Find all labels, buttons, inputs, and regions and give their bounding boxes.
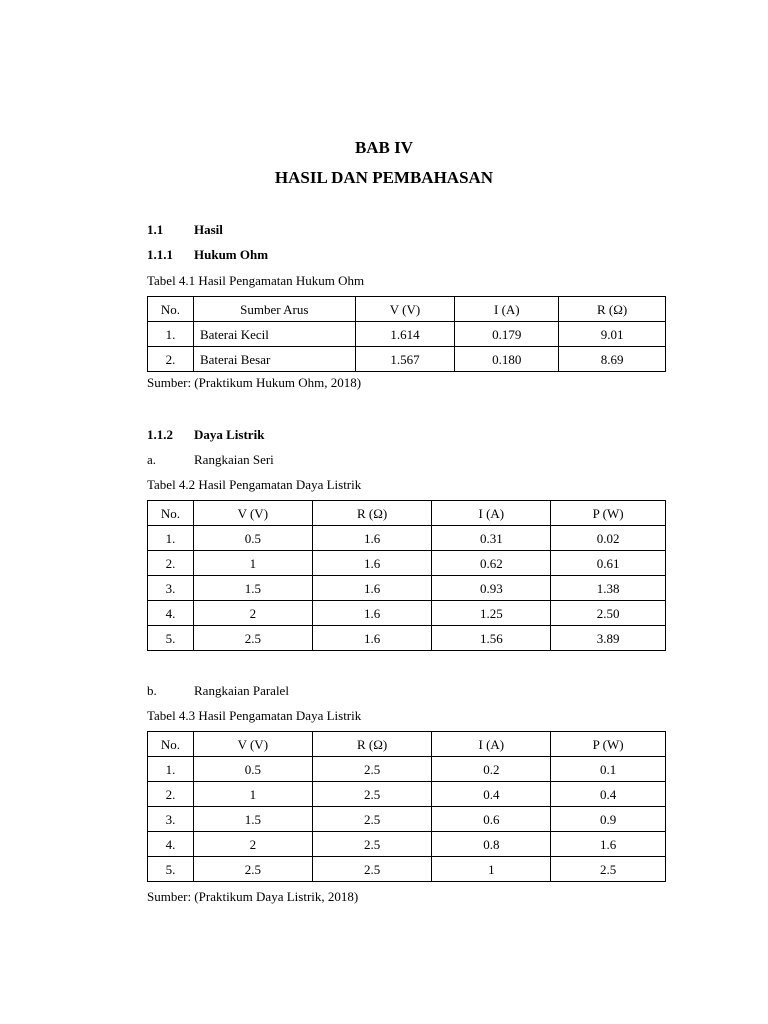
table-cell: 0.8 bbox=[432, 832, 551, 857]
table-cell: 3. bbox=[148, 576, 194, 601]
table-cell: 0.93 bbox=[432, 576, 551, 601]
table-cell: 2.5 bbox=[312, 807, 432, 832]
table-cell: 2 bbox=[193, 601, 312, 626]
table-cell: 1.5 bbox=[193, 576, 312, 601]
subitem-rangkaian-seri bbox=[147, 452, 274, 468]
table-row bbox=[148, 832, 666, 857]
table3-source: Sumber: (Praktikum Daya Listrik, 2018) bbox=[147, 889, 359, 904]
table-cell: 0.5 bbox=[193, 526, 312, 551]
table-daya-seri bbox=[147, 500, 666, 651]
table-cell: 4. bbox=[148, 601, 194, 626]
header-cell: I (A) bbox=[455, 297, 559, 322]
table-cell: 3.89 bbox=[551, 626, 666, 651]
table-cell: 1.6 bbox=[312, 626, 432, 651]
table-row bbox=[148, 782, 666, 807]
table-cell: 1.6 bbox=[312, 551, 432, 576]
table-cell: Baterai Besar bbox=[193, 347, 355, 372]
table-cell: 5. bbox=[148, 857, 194, 882]
chapter-number: BAB IV bbox=[354, 138, 414, 157]
table-cell: 2.5 bbox=[312, 832, 432, 857]
table-cell: 0.62 bbox=[432, 551, 551, 576]
chapter-title: HASIL DAN PEMBAHASAN bbox=[274, 168, 494, 187]
subitem-number: a. bbox=[147, 452, 157, 467]
table-cell: 0.9 bbox=[551, 807, 666, 832]
subitem-rangkaian-paralel bbox=[147, 683, 289, 699]
subitem-title: Rangkaian Seri bbox=[194, 452, 274, 467]
header-cell: P (W) bbox=[551, 732, 666, 757]
table-cell: 2.5 bbox=[551, 857, 666, 882]
table-cell: 1.614 bbox=[355, 322, 455, 347]
subitem-number: b. bbox=[147, 683, 157, 698]
table-row bbox=[148, 626, 666, 651]
table-cell: 1.56 bbox=[432, 626, 551, 651]
subitem-title: Rangkaian Paralel bbox=[194, 683, 289, 698]
table-row bbox=[148, 757, 666, 782]
table-cell: 1.6 bbox=[551, 832, 666, 857]
table-cell: 0.179 bbox=[455, 322, 559, 347]
header-cell: R (Ω) bbox=[559, 297, 666, 322]
section-title: Hasil bbox=[194, 222, 223, 237]
table-cell: 1.567 bbox=[355, 347, 455, 372]
table-cell: 1.6 bbox=[312, 576, 432, 601]
section-title: Hukum Ohm bbox=[194, 247, 269, 262]
table1-source: Sumber: (Praktikum Hukum Ohm, 2018) bbox=[147, 375, 362, 390]
header-cell: Sumber Arus bbox=[193, 297, 355, 322]
header-cell: I (A) bbox=[432, 501, 551, 526]
table-cell: 9.01 bbox=[559, 322, 666, 347]
table-cell: 0.02 bbox=[551, 526, 666, 551]
table-header-row bbox=[148, 297, 666, 322]
header-cell: R (Ω) bbox=[312, 501, 432, 526]
table-header-row bbox=[148, 501, 666, 526]
header-cell: V (V) bbox=[193, 501, 312, 526]
table-daya-paralel bbox=[147, 731, 666, 882]
table-cell: 1. bbox=[148, 757, 194, 782]
table-cell: 2 bbox=[193, 832, 312, 857]
table-hukum-ohm bbox=[147, 296, 666, 372]
header-cell: No. bbox=[148, 501, 194, 526]
table-cell: Baterai Kecil bbox=[193, 322, 355, 347]
table-cell: 1.6 bbox=[312, 601, 432, 626]
table-cell: 1. bbox=[148, 526, 194, 551]
table-cell: 3. bbox=[148, 807, 194, 832]
header-cell: No. bbox=[148, 732, 194, 757]
section-title: Daya Listrik bbox=[194, 427, 265, 442]
table2-caption: Tabel 4.2 Hasil Pengamatan Daya Listrik bbox=[147, 477, 362, 492]
header-cell: V (V) bbox=[355, 297, 455, 322]
header-cell: V (V) bbox=[193, 732, 312, 757]
table-row bbox=[148, 576, 666, 601]
table-row bbox=[148, 526, 666, 551]
table-cell: 2.5 bbox=[193, 626, 312, 651]
table-cell: 1 bbox=[432, 857, 551, 882]
table-cell: 2.5 bbox=[193, 857, 312, 882]
table-row bbox=[148, 807, 666, 832]
header-cell: P (W) bbox=[551, 501, 666, 526]
table1-caption: Tabel 4.1 Hasil Pengamatan Hukum Ohm bbox=[147, 273, 365, 288]
section-daya-listrik bbox=[147, 427, 264, 443]
section-hukum-ohm bbox=[147, 247, 268, 263]
table-cell: 2.50 bbox=[551, 601, 666, 626]
header-cell: R (Ω) bbox=[312, 732, 432, 757]
table-row bbox=[148, 601, 666, 626]
table-cell: 1. bbox=[148, 322, 194, 347]
table-cell: 8.69 bbox=[559, 347, 666, 372]
table-cell: 1.5 bbox=[193, 807, 312, 832]
table-cell: 2.5 bbox=[312, 757, 432, 782]
table-cell: 1 bbox=[193, 551, 312, 576]
header-cell: No. bbox=[148, 297, 194, 322]
table-cell: 0.4 bbox=[551, 782, 666, 807]
table-cell: 1.25 bbox=[432, 601, 551, 626]
table-row bbox=[148, 857, 666, 882]
table-cell: 0.1 bbox=[551, 757, 666, 782]
table-cell: 2. bbox=[148, 782, 194, 807]
table-cell: 2. bbox=[148, 347, 194, 372]
table-cell: 1 bbox=[193, 782, 312, 807]
table-cell: 0.2 bbox=[432, 757, 551, 782]
table-cell: 2. bbox=[148, 551, 194, 576]
table-cell: 2.5 bbox=[312, 857, 432, 882]
table-header-row bbox=[148, 732, 666, 757]
table-cell: 1.38 bbox=[551, 576, 666, 601]
table-cell: 4. bbox=[148, 832, 194, 857]
section-number: 1.1.1 bbox=[147, 247, 173, 262]
section-number: 1.1.2 bbox=[147, 427, 173, 442]
table-row bbox=[148, 551, 666, 576]
table-cell: 2.5 bbox=[312, 782, 432, 807]
table-cell: 0.4 bbox=[432, 782, 551, 807]
table-row bbox=[148, 322, 666, 347]
section-number: 1.1 bbox=[147, 222, 164, 237]
table-cell: 1.6 bbox=[312, 526, 432, 551]
table-cell: 0.180 bbox=[455, 347, 559, 372]
table-cell: 0.5 bbox=[193, 757, 312, 782]
table3-caption: Tabel 4.3 Hasil Pengamatan Daya Listrik bbox=[147, 708, 362, 723]
table-cell: 0.6 bbox=[432, 807, 551, 832]
section-hasil bbox=[147, 222, 223, 238]
table-row bbox=[148, 347, 666, 372]
table-cell: 0.31 bbox=[432, 526, 551, 551]
header-cell: I (A) bbox=[432, 732, 551, 757]
table-cell: 0.61 bbox=[551, 551, 666, 576]
table-cell: 5. bbox=[148, 626, 194, 651]
